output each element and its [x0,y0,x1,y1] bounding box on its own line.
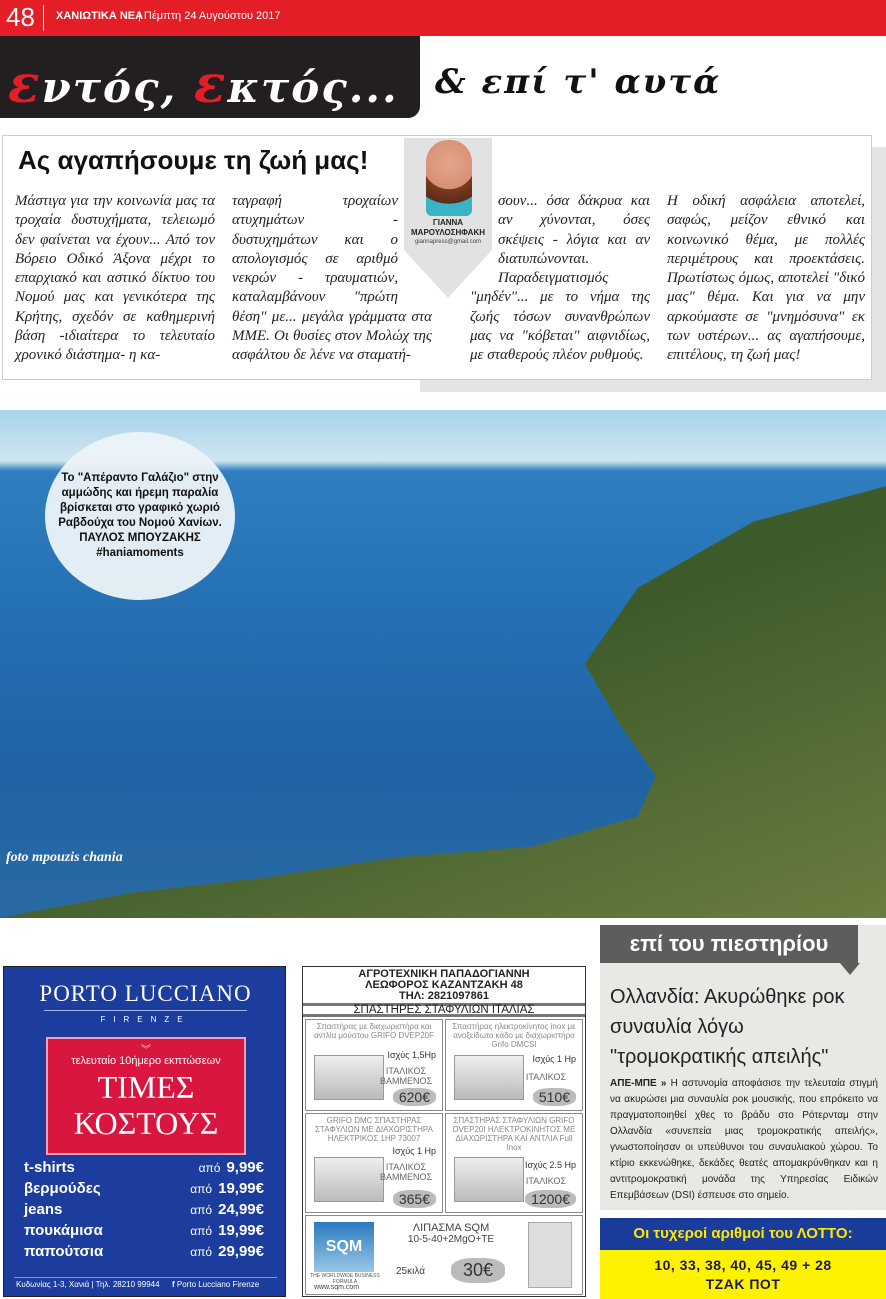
item-price: 19,99€ [218,1222,264,1239]
word: ντός, [41,63,194,112]
divider [44,1010,247,1011]
photo-caption [45,432,235,600]
item-price: 29,99€ [218,1243,264,1260]
page-number: 48 [6,2,35,32]
author-photo [426,140,472,216]
porto-lucciano-ad [3,966,286,1297]
author-email[interactable]: giannapress@gmail.com [414,239,482,245]
ad-address: Κυδωνίας 1-3, Χανιά | Τηλ. 28210 99944 [16,1280,160,1289]
product-desc: Σπαστήρας με διαχωριστήρα και αντλία μούστου GRIFO DVEP20F [314,1022,434,1040]
lotto-numbers: 10, 33, 38, 40, 45, 49 + 28 [654,1257,832,1273]
item-name: παπούτσια [24,1243,104,1260]
product-origin: ΙΤΑΛΙΚΟΣ [525,1072,567,1082]
press-section-title: επί του πιεστηρίου [600,925,858,963]
item-name: jeans [24,1201,63,1218]
machine-image [314,1055,384,1100]
product-power: Ισχύς 1 Hp [532,1054,576,1064]
news-text: Η αστυνομία αποφάσισε την τελευταία στιγμή να ακυρώσει μια συναυλία ροκ μουσικής, που επρόκειτο να πραγματοποιηθεί χθες το βράδυ στο Ρότερνταμ στην Ολλανδία «συνεπεία μιας τρομοκρατικής απειλής», γνωστοποίησαν οι υπεύθυνοι του συναυλιακού χώρου. Το κτίριο εκκενώθηκε, δεκάδες θεατές απομακρύνθηκαν και η αντιτρομοκρατική μονάδα της Υπηρεσίας Ειδικών Επεμβάσεων (DSI) έσπευσε στο σημείο. [610,1078,878,1201]
facebook-icon: f [172,1280,177,1289]
news-source: ΑΠΕ-ΜΠΕ » [610,1078,667,1089]
article-column-wrap [470,192,650,366]
facebook-name: Porto Lucciano Firenze [176,1280,260,1289]
product-price: 510€ [533,1088,576,1106]
item-name: βερμούδες [24,1180,101,1197]
initial: ε [8,54,42,115]
fertilizer-bag-image [528,1222,572,1288]
divider [14,1277,277,1278]
from-label: από [198,1161,221,1175]
product-cell [445,1113,583,1213]
promo-line: ΚΟΣΤΟΥΣ [73,1105,219,1141]
machine-image [454,1055,524,1100]
product-power: Ισχύς 1,5Hp [387,1050,436,1060]
product-desc: GRIFO DMC ΣΠΑΣΤΗΡΑΣ ΣΤΑΦΥΛΙΩΝ ΜΕ ΔΙΑΧΩΡΙΣΤΗΡΑ ΗΛΕΚΤΡΙΚΟΣ 1HP 73007 [314,1116,433,1143]
item-price: 19,99€ [218,1180,264,1197]
chevron-down-icon: ︾ [141,1045,151,1056]
sqm-logo: SQM [314,1222,374,1272]
article-column: ταγραφή τροχαίων ατυχημάτων - δυστυχημάτων και ο απολογισμός σε αριθμό νεκρών - τραυματιών, καταλαμβάνουν "πρώτη θέση" με... μεγάλα γράμματα στα ΜΜΕ. Οι θυσίες στον Μολώχ της ασφάλτου δε λένε να σταματή- [232,193,432,364]
item-price: 24,99€ [218,1201,264,1218]
price-row [24,1243,264,1260]
title-pointer [840,963,860,975]
product-desc: Σπαστήρας ηλεκτροκίνητος inox με ανοξείδωτο κάδο με διαχωριστήρα Grifo DMCSI [452,1022,576,1049]
product-origin: ΙΤΑΛΙΚΟΣ ΒΑΜΜΕΝΟΣ [379,1162,433,1182]
product-origin: ΙΤΑΛΙΚΟΣ ΒΑΜΜΕΝΟΣ [379,1066,433,1086]
top-bar [0,0,886,36]
article-headline: Ας αγαπήσουμε τη ζωή μας! [18,145,369,175]
author-name: ΓΙΑΝΝΑ ΜΑΡΟΥΛΟΣΗΦΑΚΗ [411,218,485,237]
price-row [24,1222,264,1239]
newspaper-name: ΧΑΝΙΩΤΙΚΑ ΝΕΑ [56,10,144,22]
company-phone: ΤΗΛ: 2821097861 [399,990,489,1002]
sqm-tagline: THE WORLDWIDE BUSINESS FORMULA [310,1273,380,1285]
promo-headline [48,1069,244,1141]
lotto-results [600,1250,886,1299]
news-body [610,1076,878,1204]
agrotechniki-ad [302,966,586,1297]
product-cell [305,1113,443,1213]
article-column: Μάστιγα για την κοινωνία μας τα τροχαία δυστυχήματα, τελειωμό δεν φαίνεται να έχουν... Από τον Βόρειο Οδικό Άξονα μέχρι το επαρχιακό και αστικό δίκτυο του Νομού μας και γενικότερα της Κρήτης, σχεδόν σε καθημερινή βάση -ιδιαίτερα το τελευταίο χρονικό διάστημα- η κα- [15,193,215,364]
item-name: t-shirts [24,1159,75,1176]
caption-text: Το "Απέραντο Γαλάζιο" στην αμμώδης και ήρεμη παραλία βρίσκεται στο γραφικό χωριό Ραβδούχα του Νομού Χανίων. ΠΑΥΛΟΣ ΜΠΟΥΖΑΚΗΣ #haniamoments [58,472,222,559]
lotto-title: Οι τυχεροί αριθμοί του ΛΟΤΤΟ: [600,1218,886,1250]
lotto-jackpot: ΤΖΑΚ ΠΟΤ [705,1276,781,1292]
product-cell [305,1019,443,1111]
article-column: σουν... όσα δάκρυα και αν χύνονται, όσες σκέψεις - λόγια και αν διατυπώνονται. Παραδειγματισμός "μηδέν"... με το νήμα της ζωής τόσων συνανθρώπων μας να "κόβεται" αιφνιδίως, με σταθερούς πλέον ρυθμούς. [470,193,650,364]
product-price: 365€ [393,1190,436,1208]
product-desc: ΣΠΑΣΤΗΡΑΣ ΣΤΑΦΥΛΙΩΝ GRIFO DVEP20I ΗΛΕΚΤΡΟΚΙΝΗΤΟΣ ΜΕ ΔΙΑΧΩΡΙΣΤΗΡΑ ΚΑΙ ΑΝΤΛΙΑ Full Inox [452,1116,576,1152]
price-row [24,1180,264,1197]
word: κτός... [227,63,399,112]
facebook-link[interactable] [172,1280,259,1289]
section-title [8,54,399,115]
from-label: από [190,1224,213,1238]
machine-image [454,1157,524,1202]
divider [43,5,44,31]
ad-brand: PORTO LUCCIANO [39,981,252,1006]
product-origin: ΙΤΑΛΙΚΟΣ [525,1176,567,1186]
section-banner [0,36,420,118]
ad-category: ΣΠΑΣΤΗΡΕΣ ΣΤΑΦΥΛΙΩΝ ΙΤΑΛΙΑΣ [303,1003,585,1017]
promo-box [46,1037,246,1155]
price-row [24,1201,264,1218]
photo-credit: foto mpouzis chania [6,850,123,865]
item-name: πουκάμισα [24,1222,103,1239]
initial: ε [193,54,228,115]
fertilizer-formula: 10-5-40+2MgO+TE [407,1234,495,1245]
fertilizer-weight: 25κιλά [396,1266,425,1277]
product-power: Ισχύς 1 Hp [392,1146,436,1156]
news-headline: Ολλανδία: Ακυρώθηκε ροκ συναυλία λόγω "τρομοκρατικής απειλής" [610,986,845,1068]
price-row [24,1159,264,1176]
company-address: ΛΕΩΦΟΡΟΣ ΚΑΖΑΝΤΖΑΚΗ 48 [365,979,523,991]
from-label: από [190,1203,213,1217]
fertilizer-cell [305,1215,583,1295]
company-name: ΑΓΡΟΤΕΧΝΙΚΗ ΠΑΠΑΔΟΓΙΑΝΝΗ [358,968,530,980]
product-price: 620€ [393,1088,436,1106]
from-label: από [190,1245,213,1259]
fertilizer-title: ΛΙΠΑΣΜΑ SQM [412,1222,490,1234]
ad-header [303,969,585,1002]
fertilizer-price: 30€ [451,1258,505,1283]
promo-line: ΤΙΜΕΣ [97,1069,195,1105]
ad-brand-sub: FIRENZE [100,1015,191,1024]
section-subtitle: & επί τ' αυτά [435,62,722,102]
sqm-url: www.sqm.com [314,1284,360,1291]
machine-image [314,1157,384,1202]
article-column-wrap [232,192,432,366]
issue-date: | Πέμπτη 24 Αυγούστου 2017 [138,10,281,22]
product-power: Ισχύς 2.5 Hp [524,1160,576,1170]
promo-text: τελευταίο 10ήμερο εκπτώσεων [71,1055,221,1067]
product-cell [445,1019,583,1111]
article-column: Η οδική ασφάλεια αποτελεί, σαφώς, μείζον εθνικό και κοινωνικό θέμα, με πολλές περιμέτρους και προεκτάσεις. Πρωτίστως όμως, αποτελεί "δικό μας" θέμα. Και για να μην αρκούμαστε σε "μνημόσυνα" εκ των υστέρων... ας αγαπήσουμε, επιτέλους, τη ζωή μας! [667,193,865,364]
product-price: 1200€ [525,1190,576,1208]
item-price: 9,99€ [226,1159,264,1176]
from-label: από [190,1182,213,1196]
